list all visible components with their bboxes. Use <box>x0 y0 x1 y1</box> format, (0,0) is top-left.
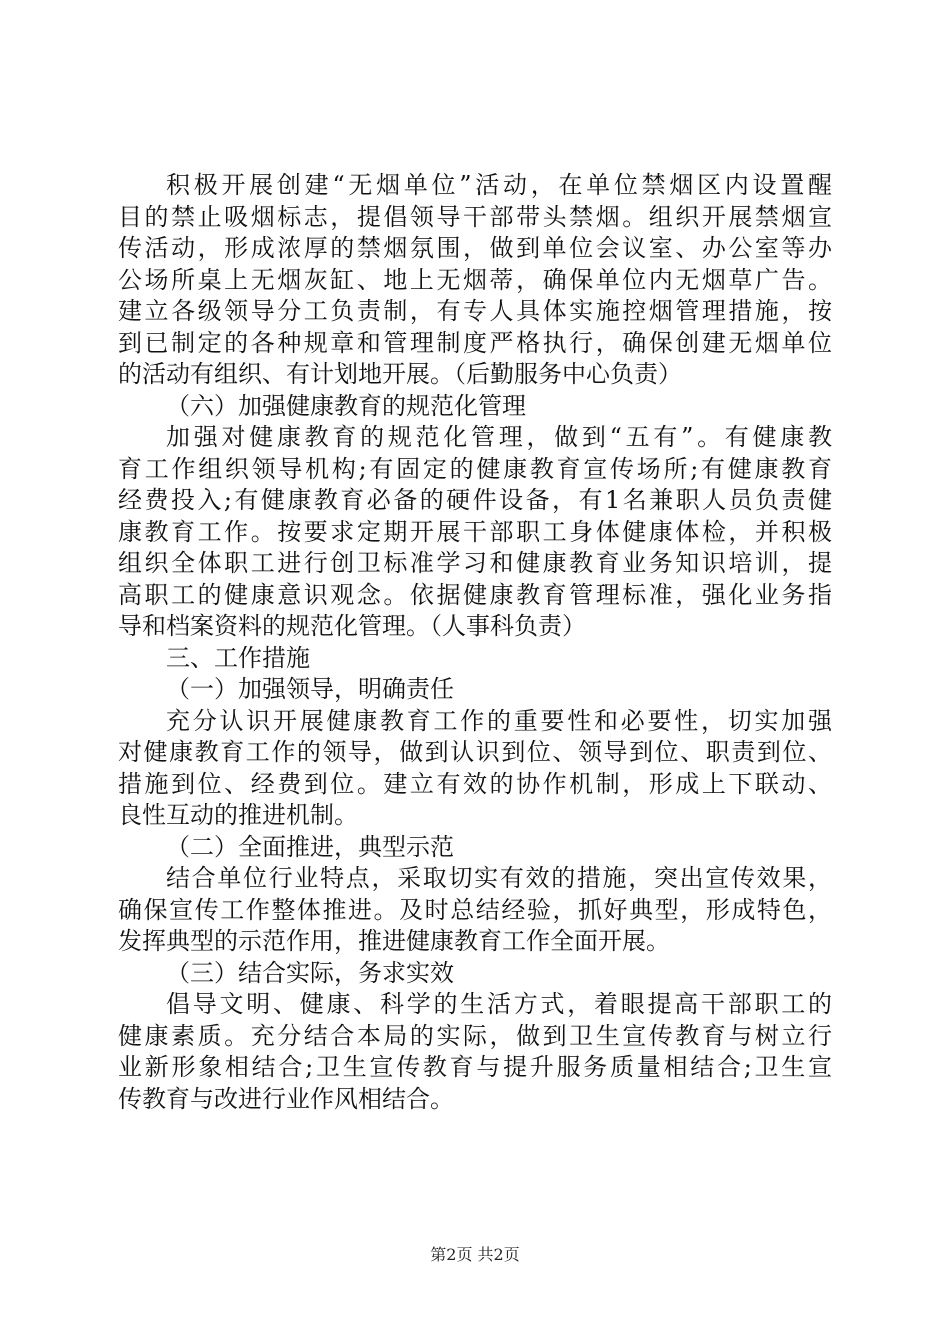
text-line: （三）结合实际，务求实效 <box>166 958 454 987</box>
text-line: （二）全面推进，典型示范 <box>166 832 454 861</box>
text-line: 健康素质。充分结合本局的实际，做到卫生宣传教育与树立行 <box>118 1021 832 1050</box>
text-line: 的活动有组织、有计划地开展。（后勤服务中心负责） <box>118 360 682 388</box>
text-line: 建立各级领导分工负责制，有专人具体实施控烟管理措施，按 <box>118 297 832 325</box>
text-line: 积极开展创建“无烟单位”活动，在单位禁烟区内设置醒 <box>166 171 832 199</box>
text-line: 措施到位、经费到位。建立有效的协作机制，形成上下联动、 <box>118 769 832 798</box>
text-line: 经费投入;有健康教育必备的硬件设备，有1名兼职人员负责健 <box>118 486 832 514</box>
text-line: 高职工的健康意识观念。依据健康教育管理标准，强化业务指 <box>118 580 832 609</box>
text-line: 导和档案资料的规范化管理。（人事科负责） <box>118 612 586 640</box>
text-line: 良性互动的推进机制。 <box>118 801 358 829</box>
text-line: 发挥典型的示范作用，推进健康教育工作全面开展。 <box>118 927 670 955</box>
text-line: 结合单位行业特点，采取切实有效的措施，突出宣传效果， <box>166 864 832 892</box>
text-line: 传活动，形成浓厚的禁烟氛围，做到单位会议室、办公室等办 <box>118 234 832 262</box>
text-line: 康教育工作。按要求定期开展干部职工身体健康体检，并积极 <box>118 517 832 546</box>
text-line: 确保宣传工作整体推进。及时总结经验，抓好典型，形成特色， <box>118 895 832 924</box>
text-line: 到已制定的各种规章和管理制度严格执行，确保创建无烟单位 <box>118 328 832 357</box>
text-line: 业新形象相结合;卫生宣传教育与提升服务质量相结合;卫生宣 <box>118 1053 832 1081</box>
text-line: 育工作组织领导机构;有固定的健康教育宣传场所;有健康教育 <box>118 454 832 483</box>
document-body <box>118 170 832 1115</box>
text-line: 充分认识开展健康教育工作的重要性和必要性，切实加强 <box>166 706 832 735</box>
text-line: 组织全体职工进行创卫标准学习和健康教育业务知识培训，提 <box>118 549 832 577</box>
text-line: （六）加强健康教育的规范化管理 <box>166 391 526 420</box>
text-line: 倡导文明、健康、科学的生活方式，着眼提高干部职工的 <box>166 990 832 1018</box>
text-line: （一）加强领导，明确责任 <box>166 675 454 703</box>
text-line: 公场所桌上无烟灰缸、地上无烟蒂，确保单位内无烟草广告。 <box>118 265 832 294</box>
page-footer: 第2页 共2页 <box>430 1245 520 1264</box>
text-line: 三、工作措施 <box>166 643 310 672</box>
text-line: 目的禁止吸烟标志，提倡领导干部带头禁烟。组织开展禁烟宣 <box>118 202 832 231</box>
text-line: 加强对健康教育的规范化管理，做到“五有”。有健康教 <box>166 423 832 451</box>
text-line: 对健康教育工作的领导，做到认识到位、领导到位、职责到位、 <box>118 738 832 766</box>
text-line: 传教育与改进行业作风相结合。 <box>118 1084 454 1113</box>
